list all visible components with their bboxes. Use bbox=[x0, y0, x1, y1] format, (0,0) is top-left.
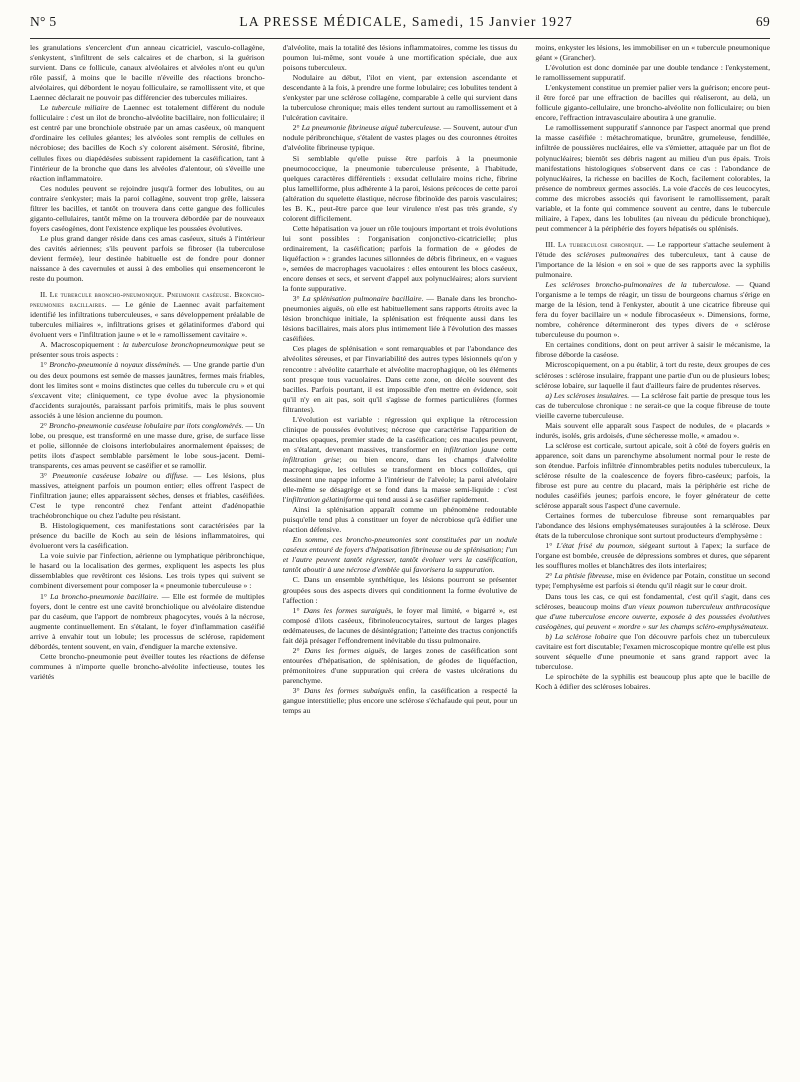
paragraph: Cette hépatisation va jouer un rôle toujours important et trois évolutions lui sont possibles : l'organisation conjonctivo-cicatricielle; plus ordinairement, la caséification; parfois la formation de « géodes de liquéfaction » : grandes lacunes sillonnées de débris fibrineux, en « vagues », semées de macrophages vacuolaires : elles entourent les blocs caséeux, encore denses et secs, et servent d'appel aux polynucléaires; alors survient la fonte suppurative. bbox=[282, 223, 518, 294]
paragraph: Nodulaire au début, l'ilot en vient, par extension ascendante et descendante à la fois, à prendre une forme lobulaire; ces lobulites tendent à s'enkyster par une sclérose collagène, comparable à celle qui survient dans la tuberculose chronique; mais elles tendent surtout au ramollissement et à l'ulcération cavitaire. bbox=[282, 73, 518, 123]
paragraph: II. Le tubercule broncho-pneumonique. Pneumonie caséeuse. Broncho-pneumonies bacillaires. — Le génie de Laennec avait parfaitement identifié les infiltrations tuberculeuses, « sans développement préalable de tubercules miliaires », infiltrations grises et gélatiniformes d'abord qui évoluent vers « l'infiltration jaune » et le « ramollissement cavitaire ». bbox=[30, 290, 265, 340]
paragraph: 3° Pneumonie caséeuse lobaire ou diffuse. — Les lésions, plus massives, atteignent parfois un poumon entier; elles offrent l'aspect de l'infiltration jaune; elles apparaissent sèches, denses et friables, caséifiées. C'est le type rencontré chez l'enfant atteint d'adénopathie trachéobronchique ou chez l'adulte peu résistant. bbox=[30, 470, 265, 521]
paragraph: 1° Broncho-pneumonie à noyaux disséminés. — Une grande partie d'un ou des deux poumons est semée de masses jaunâtres, fermes mais friables, dont les limites sont « moins distinctes que celles du tubercule cru » et qui s'excavent vite; cliniquement, ce type évolue avec la physionomie d'accidents surajoutés, paraissant parfois primitifs, mais le plus souvent associés à une lésion ancienne du poumon. bbox=[30, 360, 265, 420]
paragraph: Si semblable qu'elle puisse être parfois à la pneumonie pneumococcique, la pneumonie tuberculeuse présente, à l'habitude, quelques caractères différentiels : exsudat cellulaire moins riche, fibrine plus lamelliforme, plus adhérente à la paroi, lésions précoces de cette paroi (altération du squelette élastique, nécrose fibrinoïde des parois vasculaires; les B. K., peut-être parce que leur virulence n'est pas très grande, s'y colorent difficilement. bbox=[282, 153, 518, 223]
paragraph: La voie suivie par l'infection, aérienne ou lymphatique péribronchique, le hasard ou la localisation des germes, expliquent les aspects les plus dissemblables que revêtiront ces lésions. Les trois types qui suivent se combinent diversement pour composer la « pneumonie tuberculeuse » : bbox=[30, 551, 265, 591]
paragraph: En somme, ces broncho-pneumonies sont constituées par un nodule caséeux entouré de foyers d'hépatisation fibrineuse ou de splénisation; l'un et l'autre peuvent tantôt régresser, tantôt évoluer vers la caséification, tantôt aboutir à une nécrose d'emblée qui favorisera la suppuration. bbox=[282, 535, 518, 575]
paragraph: Ainsi la splénisation apparaît comme un phénomène redoutable puisqu'elle tend plus à constituer un foyer de nécrobiose qu'à édifier une réaction défensive. bbox=[282, 505, 518, 535]
paragraph: Dans tous les cas, ce qui est fondamental, c'est qu'il s'agit, dans ces scléroses, beaucoup moins d'un vieux poumon tuberculeux anthracosique que d'une tuberculose encore ouverte, exposée à des poussées évolutives caséogènes, qui peuvent « mordre » sur les champs scléro-emphysémateux. bbox=[535, 591, 770, 631]
paragraph: C. Dans un ensemble synthétique, les lésions pourront se présenter groupées sous des aspects divers qui conditionnent la forme évolutive de l'affection : bbox=[282, 575, 518, 605]
paragraph: d'alvéolite, mais la totalité des lésions inflammatoires, comme les tissus du poumon lui-même, sont vouée à une mortification spéciale, due aux poisons tuberculeux. bbox=[282, 43, 518, 73]
text-column-3 bbox=[535, 43, 770, 1073]
paragraph: Le plus grand danger réside dans ces amas caséeux, situés à l'intérieur des cavités aériennes; s'ils peuvent parfois se fibroser (la tuberculose devient fermée), leur destinée habituelle est de fondre pour donner naissance à des cavernules et aussi à des embolies qui ensemenceront le reste du poumon. bbox=[30, 233, 265, 284]
page-header bbox=[30, 14, 770, 36]
journal-title: LA PRESSE MÉDICALE, Samedi, 15 Janvier 1927 bbox=[239, 14, 573, 29]
paragraph: a) Les scléroses insulaires. — La sclérose fait partie de presque tous les cas de tuberculose chronique : ne serait-ce que la coque fibreuse de toute vieille caverne tuberculeuse. bbox=[535, 390, 770, 420]
paragraph: 2° La phtisie fibreuse, mise en évidence par Potain, constitue un second type; l'emphysème est parfois si étendu qu'il réagit sur le cœur droit. bbox=[535, 571, 770, 591]
paragraph: L'évolution est donc dominée par une double tendance : l'enkystement, le ramollissement suppuratif. bbox=[535, 63, 770, 83]
paragraph: 3° Dans les formes subaiguës enfin, la caséification a respecté la gangue interstitielle; plus encore une sclérose s'échafaude qui peut, pour un temps au bbox=[282, 686, 518, 716]
paragraph: Le spirochète de la syphilis est beaucoup plus apte que le bacille de Koch à édifier des scléroses lobaires. bbox=[535, 671, 770, 691]
paragraph: 3° La splénisation pulmonaire bacillaire. — Banale dans les broncho-pneumonies aiguës, où elle est habituellement sans rapports étroits avec la lésion bronchique initiale, la splénisation est fréquente aussi dans les lésions bacillaires, mais alors plus intimement liée à l'évolution des masses caséifiées. bbox=[282, 294, 518, 344]
paragraph: Le tubercule miliaire de Laennec est totalement différent du nodule folliculaire : c'est un ilot de broncho-alvéolite bacillaire, non folliculaire; il est centré par une bronchiole obstruée par un amas caséeux, où manquent d'ordinaire les cellules géantes; les alvéoles sont remplis de cellules en nécrobiose; des bacilles de Koch s'y colorent aisément. Sérosité, fibrine, cellules fixes ou diapédésées subissent rapidement la caséification, tant à l'intérieur de la bronche que dans les alvéoles d'alentour, où s'éveille une réaction inflammatoire. bbox=[30, 103, 265, 183]
text-column-2 bbox=[283, 43, 518, 1073]
paragraph: Le ramollissement suppuratif s'annonce par l'aspect anormal que prend la masse caséifiée : métachromatique, brunâtre, grumeleuse, fendillée, infiltrée de poussières nucléaires, elle va s'émietter, attaquée par un flot de polynucléaires; bientôt ses débris nagent au milieu d'un pus épais. Trois manifestations histologiques s'observent dans ce cas : l'abondance de polynucléaires, la richesse en bacilles de Koch, facilement colorables, la présence de nombreux germes associés. La voie d'accès de ces leucocytes, comme des microbes associés qui favorisent le ramollissement, paraît variable, et la fonte qui commence souvent au centre, dans le tubercule miliaire, à l'apex, dans les lobulites (au niveau du pédicule bronchique), peut commencer à la périphérie des foyers hépatisés ou splénisés. bbox=[535, 123, 770, 233]
paragraph: 2° Broncho-pneumonie caséeuse lobulaire par ilots conglomérés. — Un lobe, ou presque, est transformé en une masse dure, grise, de surface lisse et polie, sillonnée de cloisons interlobulaires anormalement épaisses; de petits ilots d'aspect semblable parsèment le lobe sous-jacent. Demi-transparents, ces amas peuvent se caséifier et se ramollir. bbox=[30, 420, 265, 470]
paragraph: 1° L'état frisé du poumon, siégeant surtout à l'apex; la surface de l'organe est bombée, creusée de dépressions sombres et dures, que séparent les soufflures molles et blanchâtres des ilots interlaires; bbox=[535, 541, 770, 571]
issue-number: N° 5 bbox=[30, 14, 57, 29]
paragraph: 2° La pneumonie fibrineuse aiguë tuberculeuse. — Souvent, autour d'un nodule péribronchique, s'étalent de vastes plages ou des couronnes étroites d'alvéolite fibrineuse typique. bbox=[282, 123, 518, 153]
paragraph: Cette broncho-pneumonie peut éveiller toutes les réactions de défense communes à n'importe quelle broncho-alvéolite infectieuse, toutes les variétés bbox=[30, 651, 265, 681]
header-rule bbox=[30, 38, 770, 39]
paragraph: moins, enkyster les lésions, les immobiliser en un « tubercule pneumonique géant » (Grancher). bbox=[535, 43, 770, 63]
paragraph: La sclérose est corticale, surtout apicale, soit à côté de foyers guéris en apparence, soit dans un parenchyme absolument normal pour le reste de son étendue. Parfois infiltrée d'innombrables petits nodules tuberculeux, la sclérose résulte de la coalescence de foyers fibro-caséeux; parfois, la fibrose est pure au centre du placard, mais la périphérie est riche de nodules caséifiés jeunes; parfois encore, le foyer générateur de cette sclérose apparaît sous l'aspect d'une cavernule. bbox=[535, 440, 770, 511]
text-column-1 bbox=[30, 43, 265, 1073]
article-columns bbox=[30, 43, 770, 1073]
paragraph: Ces nodules peuvent se rejoindre jusqu'à former des lobulites, ou au contraire s'enkyster; mais la paroi collagène, souvent trop grêle, laissera filtrer les bacilles, et tantôt on trouvera dans cette gangue des follicules giganto-cellulaires, tantôt même on la trouvera débordée par de nouveaux foyers caséogènes, dont l'existence explique les poussées évolutives. bbox=[30, 183, 265, 233]
paragraph: Certaines formes de tuberculose fibreuse sont remarquables par l'abondance des lésions emphysémateuses surajoutées à la sclérose. Deux états de la tuberculose chronique sont surtout producteurs d'emphysème : bbox=[535, 511, 770, 541]
paragraph: L'évolution est variable : régression qui explique la rétrocession clinique de poussées évolutives; nécrose que caractérise l'apparition de macules opaques, premier stade de la caséification; ces macules peuvent, en s'étalant, devenant massives, transformer en infiltration jaune cette infiltration grise; ou bien encore, dans les champs d'alvéolite macrophagique, les cellules se transforment en blocs colloïdes, qui dessinent une nappe informe à l'intérieur de l'alvéole; la paroi alvéolaire elle-même se désagrège et se fond dans la masse semi-liquide : c'est l'infiltration gélatiniforme qui tend aussi à se caséifier rapidement. bbox=[282, 414, 518, 505]
paragraph: 1° Dans les formes suraiguës, le foyer mal limité, « bigarré », est composé d'ilots caséeux, fibrinoleucocytaires, surtout de larges plages œdémateuses, de lacunes de désintégration; l'atteinte des tractus conjonctifs fait déjà présager l'effondrement inévitable du tissu pulmonaire. bbox=[282, 605, 518, 645]
paragraph: En certaines conditions, dont on peut arriver à saisir le mécanisme, la fibrose déborde la caséose. bbox=[535, 340, 770, 360]
paragraph: Mais souvent elle apparaît sous l'aspect de nodules, de « placards » indurés, isolés, gris ardoisés, d'une sécheresse molle, « amadou ». bbox=[535, 420, 770, 440]
paragraph: Les scléroses broncho-pulmonaires de la tuberculose. — Quand l'organisme a le temps de réagir, un tissu de bourgeons charnus s'érige en marge de la lésion, tend à l'enkyster, aboutit à une cicatrice fibreuse qui fera du foyer bacillaire un « nodule fibrocaséeux ». Dimensions, forme, nombre, cohérence détermineront des types divers de « sclérose tuberculeuse du poumon ». bbox=[535, 280, 770, 340]
paragraph: 1° La broncho-pneumonie bacillaire. — Elle est formée de multiples foyers, dont le centre est une cavité bronchiolique ou alvéolaire distendue par du caséum, que l'apport de nombreux phagocytes, voués à la nécrose, augmente continuellement. En s'étalant, le foyer d'inflammation caséifié arrive à envahir tout un lobule; les processus de sclérose, rapidement débordés, tentent souvent, en vain, d'endiguer la marche extensive. bbox=[30, 591, 265, 651]
paragraph: B. Histologiquement, ces manifestations sont caractérisées par la présence du bacille de Koch au sein de lésions inflammatoires, qui évolueront vers la caséification. bbox=[30, 521, 265, 551]
paragraph: A. Macroscopiquement : la tuberculose bronchopneumonique peut se présenter sous trois aspects : bbox=[30, 340, 265, 360]
paragraph: 2° Dans les formes aiguës, de larges zones de caséification sont entourées d'hépatisation, de splénisation, de géodes de liquéfaction, prémonitoires d'une suppuration qui créera de vastes ulcérations du parenchyme. bbox=[282, 645, 518, 685]
paragraph: Microscopiquement, on a pu établir, à tort du reste, deux groupes de ces scléroses : sclérose insulaire, frappant une partie d'un ou de plusieurs lobes; sclérose lobaire, sur laquelle il faut d'ailleurs faire de prudentes réserves. bbox=[535, 360, 770, 390]
paragraph: Ces plages de splénisation « sont remarquables et par l'abondance des alvéolites séreuses, et par l'invariabilité des autres types lésionnels qu'on y rencontre : alvéolite catarrhale et alvéolite macrophagique, où les éléments sont presque tous vacuolaires. Dans cette zone, on décèle souvent des bacilles. Parfois pourtant, il est impossible d'en mettre en évidence, soit qu'il n'y en ait pas, soit qu'il s'agisse de formes particulières (formes filtrantes). bbox=[282, 344, 518, 414]
paragraph: b) La sclérose lobaire que l'on découvre parfois chez un tuberculeux cavitaire est fort discutable; l'examen microscopique montre qu'elle est plus souvent séquelle d'une pneumonie et sans grand rapport avec la tuberculose. bbox=[535, 631, 770, 671]
paragraph: L'enkystement constitue un premier palier vers la guérison; encore peut-il être forcé par une effraction de bacilles qui réaliseront, au delà, un follicule giganto-cellulaire, une broncho-alvéolite non folliculaire; ou bien encore, l'effraction intravasculaire aboutira à une granulie. bbox=[535, 83, 770, 123]
paragraph: III. La tuberculose chronique. — Le rapporteur s'attache seulement à l'étude des scléroses pulmonaires des tuberculeux, tant à cause de l'importance de la lésion « en soi » que de ses rapports avec la syphilis pulmonaire. bbox=[535, 239, 770, 280]
paragraph: les granulations s'encerclent d'un anneau cicatriciel, vasculo-collagène, s'enkystent, s'infiltrent de sels calcaires et de charbon, si la guérison survient. Dans ce follicule, canaux alvéolaires et alvéoles n'ont eu qu'un rôle passif, à moins que le bacille n'éveille des réactions broncho-alvéolaires, qui débordent le noyau folliculaire, se ramollissent vite, et que Laennec déclarait ne pouvoir pas différencier des tubercules miliaires. bbox=[30, 43, 265, 103]
page-number: 69 bbox=[755, 14, 770, 29]
